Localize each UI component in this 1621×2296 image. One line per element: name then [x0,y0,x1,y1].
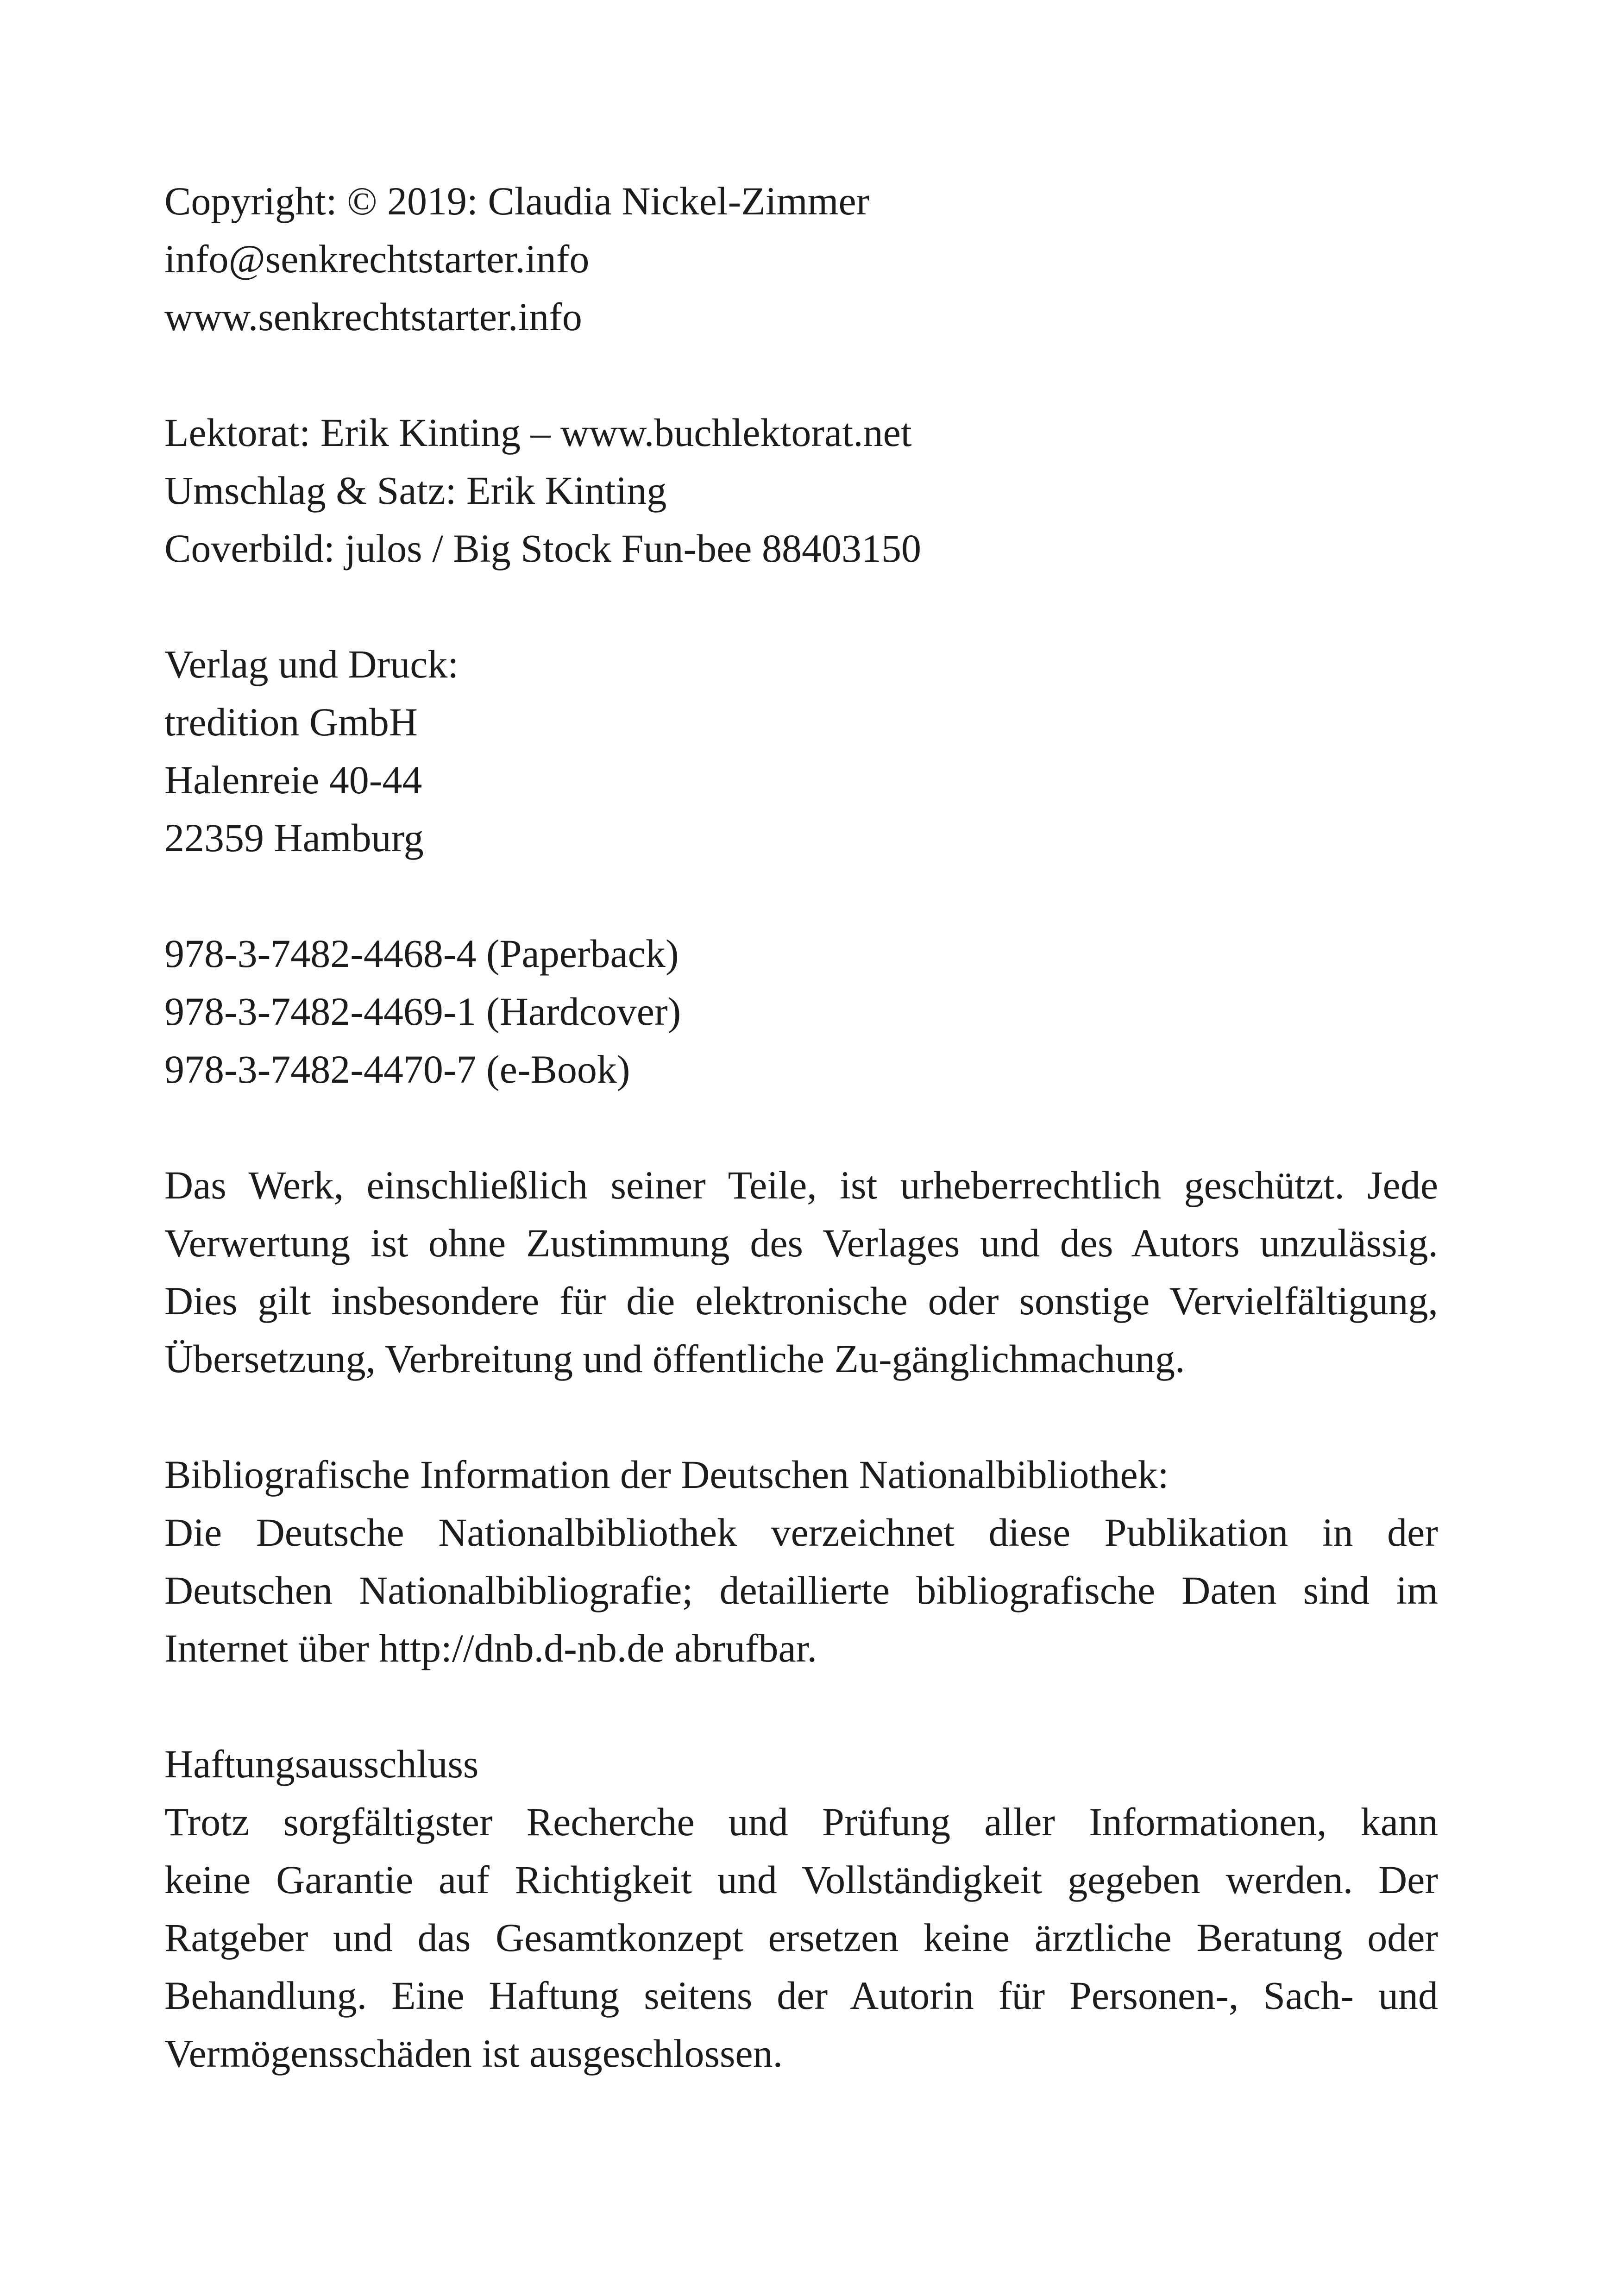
publisher-street: Halenreie 40-44 [164,758,422,802]
rights-paragraph [164,1156,1438,1388]
lektorat-credit: Lektorat: Erik Kinting – www.buchlektorat.net [164,410,912,455]
rights-line: Das Werk, einschließlich seiner Teile, ist urheberrechtlich geschützt. Jede [164,1163,1438,1207]
isbn-block [164,925,1438,1098]
disclaimer-line: keine Garantie auf Richtigkeit und Vollständigkeit gegeben werden. Der [164,1857,1438,1902]
bibliography-line: Die Deutsche Nationalbibliothek verzeichnet diese Publikation in der [164,1510,1438,1555]
publisher-city: 22359 Hamburg [164,816,424,860]
bibliography-line: Internet über http://dnb.d-nb.de abrufbar. [164,1626,817,1670]
coverbild-credit: Coverbild: julos / Big Stock Fun-bee 88403150 [164,526,921,571]
umschlag-credit: Umschlag & Satz: Erik Kinting [164,468,667,513]
disclaimer-line: Vermögensschäden ist ausgeschlossen. [164,2031,783,2076]
rights-line: Verwertung ist ohne Zustimmung des Verlages und des Autors unzulässig. [164,1221,1438,1265]
disclaimer-line: Ratgeber und das Gesamtkonzept ersetzen keine ärztliche Beratung oder [164,1915,1438,1960]
isbn-hardcover: 978-3-7482-4469-1 (Hardcover) [164,989,681,1034]
rights-line: Dies gilt insbesondere für die elektronische oder sonstige Vervielfältigung, [164,1279,1438,1323]
website-address: www.senkrechtstarter.info [164,295,582,339]
credits-block [164,404,1438,577]
rights-line: Übersetzung, Verbreitung und öffentliche Zu-gänglichmachung. [164,1336,1185,1381]
disclaimer-line: Behandlung. Eine Haftung seitens der Autorin für Personen-, Sach- und [164,1973,1438,2018]
disclaimer-line: Trotz sorgfältigster Recherche und Prüfung aller Informationen, kann [164,1800,1438,1844]
bibliography-block [164,1446,1438,1677]
isbn-paperback: 978-3-7482-4468-4 (Paperback) [164,931,679,976]
publisher-name: tredition GmbH [164,700,418,744]
publisher-heading: Verlag und Druck: [164,642,459,686]
email-address: info@senkrechtstarter.info [164,237,590,281]
copyright-block [164,172,1438,346]
imprint-content [164,172,1438,2083]
bibliography-line: Deutschen Nationalbibliografie; detaillierte bibliografische Daten sind im [164,1568,1438,1612]
isbn-ebook: 978-3-7482-4470-7 (e-Book) [164,1047,630,1092]
disclaimer-heading: Haftungsausschluss [164,1742,479,1786]
publisher-block [164,635,1438,867]
copyright-line: Copyright: © 2019: Claudia Nickel-Zimmer [164,179,870,223]
disclaimer-block [164,1735,1438,2083]
bibliography-heading: Bibliografische Information der Deutschen Nationalbibliothek: [164,1452,1169,1497]
